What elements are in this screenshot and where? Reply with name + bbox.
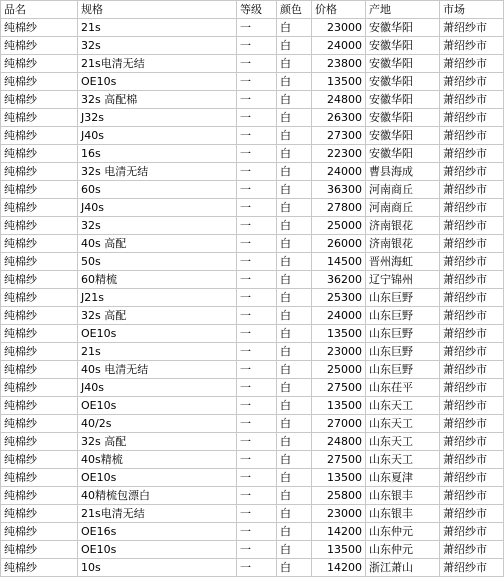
cell-grade: 一 — [237, 541, 277, 559]
cell-price: 27300 — [312, 127, 366, 145]
table-row — [1, 487, 504, 505]
cell-price: 36200 — [312, 271, 366, 289]
table-row — [1, 361, 504, 379]
cell-grade: 一 — [237, 325, 277, 343]
cell-spec: J40s — [78, 379, 237, 397]
cell-market: 萧绍纱市 — [440, 253, 504, 271]
cell-market: 萧绍纱市 — [440, 451, 504, 469]
cell-grade: 一 — [237, 361, 277, 379]
cell-grade: 一 — [237, 433, 277, 451]
table-row — [1, 199, 504, 217]
header-row — [1, 1, 504, 19]
cell-price: 26000 — [312, 235, 366, 253]
table-body — [1, 19, 504, 577]
table-row — [1, 163, 504, 181]
table-row — [1, 469, 504, 487]
cell-origin: 山东天工 — [366, 451, 440, 469]
cell-price: 24800 — [312, 91, 366, 109]
table-row — [1, 181, 504, 199]
cell-origin: 山东巨野 — [366, 289, 440, 307]
cell-spec: 21s电清无结 — [78, 55, 237, 73]
cell-product-name: 纯棉纱 — [1, 235, 78, 253]
cell-grade: 一 — [237, 343, 277, 361]
cell-color: 白 — [277, 163, 312, 181]
table-row — [1, 289, 504, 307]
cell-origin: 浙江萧山 — [366, 559, 440, 577]
header-price: 价格 — [312, 1, 366, 19]
cell-origin: 济南银花 — [366, 235, 440, 253]
cell-spec: 40/2s — [78, 415, 237, 433]
cell-product-name: 纯棉纱 — [1, 217, 78, 235]
table-row — [1, 523, 504, 541]
cell-product-name: 纯棉纱 — [1, 109, 78, 127]
table-row — [1, 19, 504, 37]
cell-color: 白 — [277, 73, 312, 91]
cell-product-name: 纯棉纱 — [1, 397, 78, 415]
cell-product-name: 纯棉纱 — [1, 415, 78, 433]
cell-price: 13500 — [312, 73, 366, 91]
cell-product-name: 纯棉纱 — [1, 253, 78, 271]
cell-market: 萧绍纱市 — [440, 127, 504, 145]
cell-market: 萧绍纱市 — [440, 559, 504, 577]
cell-origin: 山东巨野 — [366, 325, 440, 343]
table-row — [1, 325, 504, 343]
cell-spec: 32s — [78, 217, 237, 235]
cell-spec: 21s — [78, 343, 237, 361]
cell-product-name: 纯棉纱 — [1, 523, 78, 541]
cell-spec: J21s — [78, 289, 237, 307]
cell-color: 白 — [277, 181, 312, 199]
cell-product-name: 纯棉纱 — [1, 55, 78, 73]
cell-color: 白 — [277, 37, 312, 55]
cell-spec: 32s 高配 — [78, 307, 237, 325]
table-row — [1, 145, 504, 163]
cell-origin: 山东天工 — [366, 415, 440, 433]
cell-price: 25800 — [312, 487, 366, 505]
cell-grade: 一 — [237, 73, 277, 91]
table-row — [1, 91, 504, 109]
cell-origin: 辽宁锦州 — [366, 271, 440, 289]
cell-grade: 一 — [237, 559, 277, 577]
cell-color: 白 — [277, 523, 312, 541]
header-color: 颜色 — [277, 1, 312, 19]
cell-spec: 60精梳 — [78, 271, 237, 289]
cell-spec: 32s 高配棉 — [78, 91, 237, 109]
cell-price: 13500 — [312, 397, 366, 415]
cell-color: 白 — [277, 361, 312, 379]
cell-market: 萧绍纱市 — [440, 145, 504, 163]
cell-market: 萧绍纱市 — [440, 415, 504, 433]
cell-grade: 一 — [237, 415, 277, 433]
table-row — [1, 217, 504, 235]
cell-color: 白 — [277, 91, 312, 109]
cell-market: 萧绍纱市 — [440, 289, 504, 307]
cell-price: 14500 — [312, 253, 366, 271]
cell-product-name: 纯棉纱 — [1, 73, 78, 91]
cell-price: 23000 — [312, 343, 366, 361]
cell-spec: OE10s — [78, 397, 237, 415]
cell-product-name: 纯棉纱 — [1, 199, 78, 217]
header-grade: 等级 — [237, 1, 277, 19]
cell-spec: 32s — [78, 37, 237, 55]
cell-color: 白 — [277, 487, 312, 505]
cell-market: 萧绍纱市 — [440, 217, 504, 235]
cell-spec: 40s 高配 — [78, 235, 237, 253]
cell-grade: 一 — [237, 109, 277, 127]
cell-market: 萧绍纱市 — [440, 181, 504, 199]
cell-spec: J40s — [78, 199, 237, 217]
table-row — [1, 109, 504, 127]
table-row — [1, 397, 504, 415]
cell-market: 萧绍纱市 — [440, 19, 504, 37]
cell-origin: 安徽华阳 — [366, 109, 440, 127]
cell-market: 萧绍纱市 — [440, 307, 504, 325]
cell-market: 萧绍纱市 — [440, 109, 504, 127]
cell-grade: 一 — [237, 55, 277, 73]
cell-market: 萧绍纱市 — [440, 73, 504, 91]
cell-grade: 一 — [237, 145, 277, 163]
cell-grade: 一 — [237, 199, 277, 217]
cell-price: 23000 — [312, 19, 366, 37]
cell-price: 25000 — [312, 217, 366, 235]
cell-spec: 16s — [78, 145, 237, 163]
cell-color: 白 — [277, 559, 312, 577]
cell-price: 27500 — [312, 451, 366, 469]
cell-product-name: 纯棉纱 — [1, 271, 78, 289]
cell-price: 22300 — [312, 145, 366, 163]
cell-price: 13500 — [312, 469, 366, 487]
cell-spec: 32s 电清无结 — [78, 163, 237, 181]
header-product-name: 品名 — [1, 1, 78, 19]
cell-grade: 一 — [237, 127, 277, 145]
cell-origin: 山东银丰 — [366, 505, 440, 523]
cell-market: 萧绍纱市 — [440, 55, 504, 73]
cell-spec: 32s 高配 — [78, 433, 237, 451]
cell-price: 24800 — [312, 433, 366, 451]
table-row — [1, 55, 504, 73]
cell-market: 萧绍纱市 — [440, 469, 504, 487]
cell-origin: 安徽华阳 — [366, 55, 440, 73]
cell-spec: J40s — [78, 127, 237, 145]
cell-grade: 一 — [237, 19, 277, 37]
cell-price: 13500 — [312, 541, 366, 559]
cell-market: 萧绍纱市 — [440, 235, 504, 253]
cell-grade: 一 — [237, 91, 277, 109]
cell-origin: 山东银丰 — [366, 487, 440, 505]
table-row — [1, 379, 504, 397]
cell-grade: 一 — [237, 271, 277, 289]
cell-market: 萧绍纱市 — [440, 271, 504, 289]
cell-spec: 60s — [78, 181, 237, 199]
cell-product-name: 纯棉纱 — [1, 541, 78, 559]
cell-color: 白 — [277, 253, 312, 271]
cell-grade: 一 — [237, 37, 277, 55]
cell-color: 白 — [277, 415, 312, 433]
table-row — [1, 415, 504, 433]
cell-price: 27500 — [312, 379, 366, 397]
cell-grade: 一 — [237, 181, 277, 199]
cell-origin: 安徽华阳 — [366, 145, 440, 163]
cell-grade: 一 — [237, 217, 277, 235]
cell-origin: 山东仲元 — [366, 523, 440, 541]
cell-color: 白 — [277, 451, 312, 469]
table-row — [1, 343, 504, 361]
cell-spec: 21s电清无结 — [78, 505, 237, 523]
cell-market: 萧绍纱市 — [440, 361, 504, 379]
table-row — [1, 451, 504, 469]
table-row — [1, 559, 504, 577]
cell-color: 白 — [277, 145, 312, 163]
cell-product-name: 纯棉纱 — [1, 343, 78, 361]
cell-price: 14200 — [312, 523, 366, 541]
cell-market: 萧绍纱市 — [440, 325, 504, 343]
cell-color: 白 — [277, 433, 312, 451]
cell-origin: 山东巨野 — [366, 307, 440, 325]
cell-spec: 40s 电清无结 — [78, 361, 237, 379]
table-row — [1, 37, 504, 55]
cell-price: 25300 — [312, 289, 366, 307]
cell-price: 24000 — [312, 307, 366, 325]
cell-market: 萧绍纱市 — [440, 91, 504, 109]
table-row — [1, 127, 504, 145]
cell-price: 13500 — [312, 325, 366, 343]
table-row — [1, 541, 504, 559]
cell-product-name: 纯棉纱 — [1, 145, 78, 163]
cell-market: 萧绍纱市 — [440, 541, 504, 559]
cell-origin: 河南商丘 — [366, 181, 440, 199]
cell-color: 白 — [277, 55, 312, 73]
cell-product-name: 纯棉纱 — [1, 19, 78, 37]
cell-grade: 一 — [237, 307, 277, 325]
cell-color: 白 — [277, 235, 312, 253]
table-row — [1, 505, 504, 523]
cell-price: 23000 — [312, 505, 366, 523]
cell-product-name: 纯棉纱 — [1, 325, 78, 343]
cell-price: 26300 — [312, 109, 366, 127]
cell-spec: J32s — [78, 109, 237, 127]
cell-color: 白 — [277, 109, 312, 127]
cell-product-name: 纯棉纱 — [1, 37, 78, 55]
cell-origin: 山东仲元 — [366, 541, 440, 559]
cell-spec: OE10s — [78, 73, 237, 91]
cell-grade: 一 — [237, 289, 277, 307]
cell-origin: 山东天工 — [366, 433, 440, 451]
cell-origin: 曹县海成 — [366, 163, 440, 181]
cell-product-name: 纯棉纱 — [1, 127, 78, 145]
cell-color: 白 — [277, 307, 312, 325]
cell-color: 白 — [277, 271, 312, 289]
cell-product-name: 纯棉纱 — [1, 487, 78, 505]
cell-origin: 晋州海虹 — [366, 253, 440, 271]
cell-spec: OE10s — [78, 325, 237, 343]
cell-product-name: 纯棉纱 — [1, 505, 78, 523]
cell-color: 白 — [277, 397, 312, 415]
cell-color: 白 — [277, 199, 312, 217]
cell-market: 萧绍纱市 — [440, 37, 504, 55]
cell-grade: 一 — [237, 487, 277, 505]
cell-spec: OE10s — [78, 541, 237, 559]
cell-price: 24000 — [312, 163, 366, 181]
cell-color: 白 — [277, 469, 312, 487]
cell-color: 白 — [277, 379, 312, 397]
cell-origin: 安徽华阳 — [366, 37, 440, 55]
cell-spec: 21s — [78, 19, 237, 37]
cell-product-name: 纯棉纱 — [1, 307, 78, 325]
cell-price: 14200 — [312, 559, 366, 577]
cell-spec: 10s — [78, 559, 237, 577]
cell-grade: 一 — [237, 451, 277, 469]
cell-origin: 河南商丘 — [366, 199, 440, 217]
table-row — [1, 253, 504, 271]
cell-product-name: 纯棉纱 — [1, 451, 78, 469]
cell-origin: 山东天工 — [366, 397, 440, 415]
cell-color: 白 — [277, 127, 312, 145]
cell-origin: 山东巨野 — [366, 361, 440, 379]
cell-grade: 一 — [237, 523, 277, 541]
cell-market: 萧绍纱市 — [440, 163, 504, 181]
table-row — [1, 307, 504, 325]
cell-market: 萧绍纱市 — [440, 199, 504, 217]
cell-spec: OE16s — [78, 523, 237, 541]
cell-origin: 山东夏津 — [366, 469, 440, 487]
cell-grade: 一 — [237, 505, 277, 523]
cell-spec: OE10s — [78, 469, 237, 487]
cell-origin: 安徽华阳 — [366, 19, 440, 37]
cell-grade: 一 — [237, 253, 277, 271]
cell-grade: 一 — [237, 379, 277, 397]
cell-product-name: 纯棉纱 — [1, 181, 78, 199]
table-row — [1, 271, 504, 289]
cell-product-name: 纯棉纱 — [1, 289, 78, 307]
table-row — [1, 73, 504, 91]
table-row — [1, 433, 504, 451]
header-origin: 产地 — [366, 1, 440, 19]
cell-product-name: 纯棉纱 — [1, 469, 78, 487]
cell-product-name: 纯棉纱 — [1, 379, 78, 397]
cell-product-name: 纯棉纱 — [1, 433, 78, 451]
cell-market: 萧绍纱市 — [440, 379, 504, 397]
cell-spec: 40s精梳 — [78, 451, 237, 469]
cell-grade: 一 — [237, 469, 277, 487]
cell-origin: 安徽华阳 — [366, 91, 440, 109]
cell-origin: 山东茌平 — [366, 379, 440, 397]
cell-price: 27800 — [312, 199, 366, 217]
header-market: 市场 — [440, 1, 504, 19]
cell-origin: 安徽华阳 — [366, 73, 440, 91]
cell-market: 萧绍纱市 — [440, 505, 504, 523]
cell-color: 白 — [277, 325, 312, 343]
cell-price: 23800 — [312, 55, 366, 73]
cell-price: 24000 — [312, 37, 366, 55]
cell-color: 白 — [277, 505, 312, 523]
cell-price: 27000 — [312, 415, 366, 433]
cell-color: 白 — [277, 541, 312, 559]
cell-color: 白 — [277, 19, 312, 37]
cell-origin: 济南银花 — [366, 217, 440, 235]
cell-spec: 40精梳包漂白 — [78, 487, 237, 505]
table-row — [1, 235, 504, 253]
cell-product-name: 纯棉纱 — [1, 361, 78, 379]
cell-color: 白 — [277, 217, 312, 235]
cell-origin: 安徽华阳 — [366, 127, 440, 145]
cell-color: 白 — [277, 289, 312, 307]
cell-market: 萧绍纱市 — [440, 523, 504, 541]
cell-market: 萧绍纱市 — [440, 487, 504, 505]
cell-grade: 一 — [237, 397, 277, 415]
cell-price: 36300 — [312, 181, 366, 199]
cell-product-name: 纯棉纱 — [1, 91, 78, 109]
cell-origin: 山东巨野 — [366, 343, 440, 361]
cell-product-name: 纯棉纱 — [1, 163, 78, 181]
cell-spec: 50s — [78, 253, 237, 271]
cell-market: 萧绍纱市 — [440, 397, 504, 415]
cell-market: 萧绍纱市 — [440, 433, 504, 451]
cell-product-name: 纯棉纱 — [1, 559, 78, 577]
cell-grade: 一 — [237, 235, 277, 253]
cell-price: 25000 — [312, 361, 366, 379]
cell-grade: 一 — [237, 163, 277, 181]
cell-market: 萧绍纱市 — [440, 343, 504, 361]
cell-color: 白 — [277, 343, 312, 361]
header-spec: 规格 — [78, 1, 237, 19]
